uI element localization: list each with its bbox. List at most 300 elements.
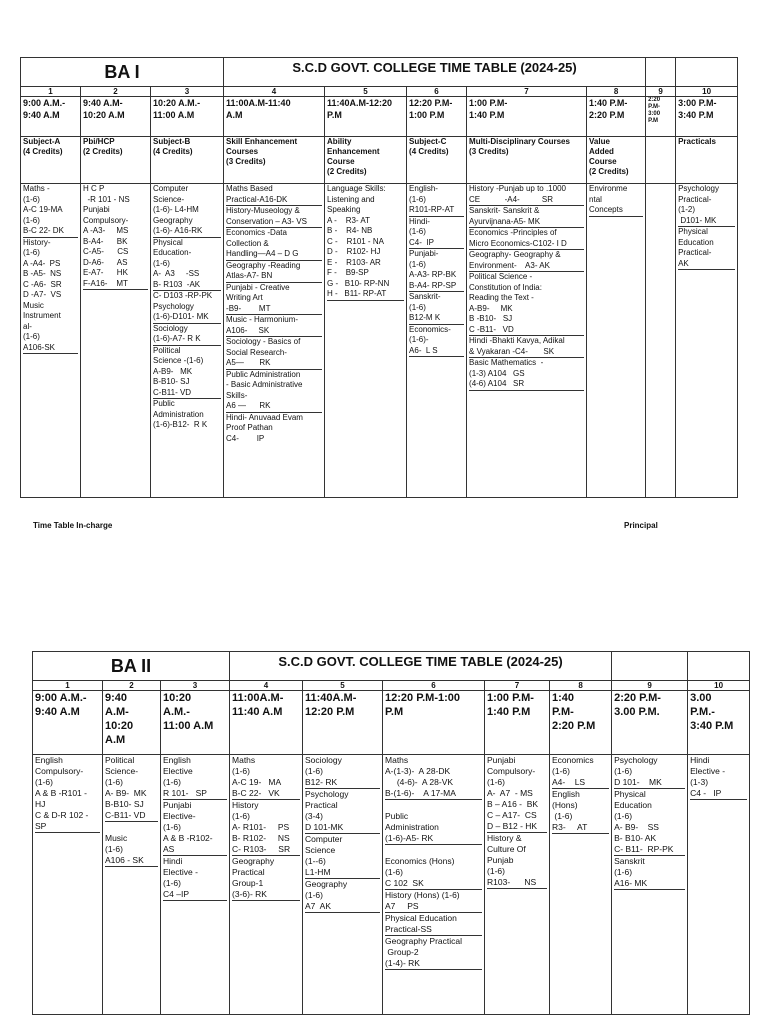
period-time <box>383 691 485 755</box>
schedule-line: (1-6) <box>23 194 40 204</box>
header-line: Courses <box>226 147 259 156</box>
schedule-line: Maths <box>385 755 409 765</box>
schedule-line: History <box>232 800 259 810</box>
schedule-line: E-A7- HK <box>83 268 128 277</box>
time-line: 11:40A.M-12:20 <box>327 98 393 108</box>
schedule-line: Science -(1-6) <box>153 356 204 365</box>
schedule-line: B- R103 -AK <box>153 280 221 292</box>
schedule-line: History -Punjab up to .1000 <box>469 184 566 193</box>
schedule-line: C- R103- SR <box>232 844 300 856</box>
schedule-line: D-A6- AS <box>83 257 128 267</box>
schedule-cell <box>224 184 325 498</box>
schedule-line: (1-6) <box>552 766 570 776</box>
time-line: 9:40 A.M <box>23 110 60 120</box>
header-line: (4 Credits) <box>153 147 193 156</box>
schedule-line: Practical-A16-DK <box>226 195 322 207</box>
time-line: 2:20 P.M <box>589 110 625 120</box>
schedule-line: Practical <box>305 800 338 810</box>
subject-header <box>407 137 467 184</box>
schedule-line: Hindi- <box>409 216 430 226</box>
schedule-line: Geography Practical <box>385 936 463 946</box>
schedule-line: Geography <box>153 215 193 225</box>
schedule-line: B – A16 - BK <box>487 799 539 809</box>
schedule-line: (1-6) <box>305 766 323 776</box>
time-line: P.M- <box>552 706 574 718</box>
schedule-line: R 101- SP <box>163 788 227 800</box>
schedule-line: Micro Economics-C102- I D <box>469 239 584 251</box>
schedule-line: B- B10- AK <box>614 833 657 843</box>
time-line: 11:00 A.M <box>163 720 214 732</box>
schedule-line: Compulsory- <box>83 215 129 225</box>
period-number: 1 <box>33 681 103 691</box>
schedule-line: A7 PS <box>385 901 482 913</box>
schedule-line: History-Museology & <box>226 206 300 215</box>
schedule-line: B - R4- NB <box>327 226 373 235</box>
period-number: 8 <box>550 681 612 691</box>
schedule-line: A-A3- RP-BK <box>409 270 457 279</box>
period-time <box>550 691 612 755</box>
period-time <box>81 97 151 137</box>
schedule-line: Economics <box>552 755 594 765</box>
time-line: 2:20 P.M <box>552 720 596 732</box>
schedule-line: Punjabi <box>83 205 110 214</box>
time-line: 3:00 <box>648 111 661 117</box>
schedule-line: (1-6)-D101- MK <box>153 312 221 324</box>
schedule-line: (1-6) <box>305 890 323 900</box>
schedule-cell <box>485 755 550 1015</box>
schedule-line: Physical <box>614 789 646 799</box>
schedule-line: Handling—A4 – D G <box>226 249 322 261</box>
time-line: 10:20 A.M <box>83 110 125 120</box>
period-number-row <box>21 87 738 97</box>
period-number: 5 <box>325 87 407 97</box>
schedule-line: (1-6) <box>409 302 426 312</box>
schedule-line: C 102 SK <box>385 878 482 890</box>
schedule-line: Language Skills: <box>327 184 386 193</box>
period-number: 2 <box>103 681 161 691</box>
schedule-cell <box>688 755 750 1015</box>
schedule-line: Psychology <box>153 301 194 311</box>
schedule-line: Science- <box>105 766 139 776</box>
schedule-line: Elective <box>163 766 193 776</box>
schedule-line: A-(1-3)- A 28-DK <box>385 766 451 776</box>
schedule-line: (1-6) <box>614 811 633 821</box>
time-line: 2:20 P.M- <box>614 692 661 704</box>
schedule-line: A106- SK <box>226 326 322 338</box>
schedule-line: English <box>35 755 63 765</box>
schedule-line: & Vyakaran -C4- SK <box>469 347 584 359</box>
time-line: 3:00 P.M- <box>678 98 717 108</box>
schedule-line: Science <box>305 845 336 855</box>
schedule-line: Social Research- <box>226 347 287 357</box>
schedule-line: (1-6) <box>163 777 181 787</box>
schedule-line: A7 AK <box>305 901 380 913</box>
schedule-line: Hindi -Bhakti Kavya, Adikal <box>469 336 565 345</box>
period-number: 8 <box>587 87 646 97</box>
schedule-line: al- <box>23 321 32 331</box>
schedule-line: Practical- <box>678 194 712 204</box>
time-line: 1:00 P.M- <box>487 692 534 704</box>
period-number: 7 <box>485 681 550 691</box>
header-line: Skill Enhancement <box>226 137 298 146</box>
time-line: P.M <box>327 110 342 120</box>
schedule-line: Punjabi - Creative <box>226 282 290 292</box>
time-line: 11:00A.M-11:40 <box>226 98 291 108</box>
time-line: 10:20 <box>163 692 192 704</box>
schedule-line: Collection & <box>226 238 269 248</box>
period-time <box>303 691 383 755</box>
schedule-line: Political <box>153 345 181 355</box>
schedule-line: A - R3- AT <box>327 215 371 225</box>
period-number: 9 <box>646 87 676 97</box>
schedule-cell <box>325 184 407 498</box>
blank-cell <box>688 652 750 681</box>
schedule-line: (1-6) <box>385 867 403 877</box>
schedule-cell <box>612 755 688 1015</box>
subject-header <box>467 137 587 184</box>
time-line: 12:20 P.M-1:00 <box>385 692 461 704</box>
schedule-line: Ayurvijnana-A5- MK <box>469 217 584 229</box>
header-line: Subject-A <box>23 137 61 146</box>
schedule-line: (1-2) <box>678 205 695 214</box>
schedule-line: (1-6) <box>552 811 573 821</box>
schedule-cell <box>21 184 81 498</box>
schedule-line: (3-4) <box>305 811 323 821</box>
schedule-cell <box>230 755 303 1015</box>
header-line: Subject-C <box>409 137 447 146</box>
schedule-line: Sanskrit <box>614 856 645 866</box>
time-line: 12:20 P.M <box>305 706 355 718</box>
schedule-cell <box>303 755 383 1015</box>
schedule-line: (1-6)-A5- RK <box>385 833 482 845</box>
schedule-line: (1-4)- RK <box>385 958 482 970</box>
schedule-line: A106-SK <box>23 343 78 355</box>
schedule-line: Psychology <box>614 755 658 765</box>
schedule-line: D101- MK <box>678 216 735 228</box>
period-number: 6 <box>407 87 467 97</box>
schedule-cell <box>103 755 161 1015</box>
header-line: Multi-Disciplinary Courses <box>469 137 570 146</box>
schedule-line: - Basic Administrative <box>226 380 303 389</box>
schedule-line: Computer <box>305 834 343 844</box>
period-time <box>485 691 550 755</box>
schedule-line: A- B9- MK <box>105 788 147 798</box>
schedule-line: Speaking <box>327 205 361 214</box>
schedule-line: (1-6)- A16-RK <box>153 226 221 238</box>
schedule-line: Economics -Principles of <box>469 228 557 237</box>
schedule-line: (1-6) <box>614 766 633 776</box>
time-line: 9:00 A.M.- <box>23 98 66 108</box>
time-line: 1:40 P.M <box>469 110 505 120</box>
schedule-line: B-A4- BK <box>83 236 128 246</box>
time-line: 2:20 <box>648 97 661 103</box>
schedule-line: R3- AT <box>552 822 609 834</box>
period-number: 9 <box>612 681 688 691</box>
schedule-line: Compulsory- <box>35 766 84 776</box>
schedule-line: English- <box>409 184 438 193</box>
header-line: Ability <box>327 137 352 146</box>
schedule-line: Geography <box>232 856 275 866</box>
schedule-line: D 101-MK <box>305 822 380 834</box>
schedule-line: Hindi <box>690 755 710 765</box>
schedule-line: Music - Harmonium- <box>226 315 299 324</box>
schedule-line: D 101- MK <box>614 777 685 789</box>
time-line: 10:20 A.M.- <box>153 98 201 108</box>
schedule-line: (1-6) <box>409 194 426 204</box>
schedule-cell <box>383 755 485 1015</box>
schedule-line: E - R103- AR <box>327 257 381 267</box>
period-number: 2 <box>81 87 151 97</box>
ba1-timetable <box>20 57 738 498</box>
schedule-line: Maths Based <box>226 184 273 193</box>
schedule-line: C4- IP <box>409 238 464 250</box>
subject-header <box>21 137 81 184</box>
schedule-line: Music <box>105 833 128 843</box>
schedule-line: A & B -R102- <box>163 833 213 843</box>
schedule-line: Music <box>23 300 44 310</box>
schedule-line: Compulsory- <box>487 766 536 776</box>
schedule-line: D -A7- VS <box>23 290 62 299</box>
subject-header <box>224 137 325 184</box>
schedule-line: Public Administration <box>226 369 301 379</box>
period-number: 4 <box>230 681 303 691</box>
schedule-line: Psychology <box>678 184 720 193</box>
schedule-line: B-B10- SJ <box>105 799 144 809</box>
schedule-line: A-C 19-MA <box>23 205 63 214</box>
schedule-line: C-B11- VD <box>105 810 158 822</box>
schedule-line: (1-6) <box>35 777 53 787</box>
time-line: 1:40 P.M- <box>589 98 628 108</box>
schedule-line: Sanskrit- <box>409 292 441 301</box>
schedule-line: H C P <box>83 184 105 193</box>
schedule-line: Administration <box>385 822 439 832</box>
schedule-line: A-B9- MK <box>469 303 513 313</box>
time-line: 11:40A.M- <box>305 692 357 704</box>
schedule-line: History (Hons) (1-6) <box>385 890 460 900</box>
time-line: 1:00 P.M <box>409 110 445 120</box>
schedule-line: (Hons) <box>552 800 578 810</box>
schedule-line: Education- <box>153 248 192 257</box>
time-row <box>21 97 738 137</box>
schedule-cell <box>151 184 224 498</box>
schedule-line: A-B9- MK <box>153 366 193 376</box>
schedule-line: A- A3 -SS <box>153 269 200 278</box>
schedule-line: Sanskrit- Sanskrit & <box>469 206 540 215</box>
schedule-line: (1-6) <box>487 866 505 876</box>
header-line: Pbi/HCP <box>83 137 115 146</box>
schedule-line: C4 - IP <box>690 788 747 800</box>
time-line: P.M.- <box>690 706 715 718</box>
schedule-cell <box>467 184 587 498</box>
schedule-line: Group-2 <box>385 947 419 957</box>
schedule-cell <box>550 755 612 1015</box>
period-number: 6 <box>383 681 485 691</box>
time-line: 9:00 A.M.- <box>35 692 87 704</box>
period-time <box>587 97 646 137</box>
schedule-cell <box>81 184 151 498</box>
schedule-cell <box>646 184 676 498</box>
schedule-line: Geography <box>305 879 348 889</box>
blank-cell <box>646 58 676 87</box>
schedule-line: Maths - <box>23 184 50 193</box>
schedule-line: C -A6- SR <box>23 279 62 289</box>
period-time <box>151 97 224 137</box>
schedule-line: Psychology <box>305 789 349 799</box>
schedule-line: R103- NS <box>487 877 547 889</box>
schedule-line: (3-6)- RK <box>232 889 300 901</box>
schedule-line: AK <box>678 259 735 271</box>
schedule-line: Geography- Geography & <box>469 250 561 259</box>
schedule-line: Public <box>153 399 175 408</box>
schedule-line: C- D103 -RP-PK <box>153 291 213 300</box>
schedule-line: Concepts <box>589 205 643 217</box>
subject-header <box>151 137 224 184</box>
schedule-line: -R 101 - NS <box>83 194 130 204</box>
schedule-line: Sociology <box>305 755 342 765</box>
schedule-line: C- B11- RP-PK <box>614 844 685 856</box>
period-time <box>467 97 587 137</box>
schedule-line: CE -A4- SR <box>469 195 584 207</box>
header-line: Value <box>589 137 610 146</box>
schedule-line: (4-6) A104 SR <box>469 379 584 391</box>
schedule-line: C-A5- CS <box>83 247 129 256</box>
schedule-line: Sociology <box>153 323 188 333</box>
schedule-line: (1-6) <box>153 258 170 268</box>
schedule-line: Hindi <box>163 856 183 866</box>
schedule-line: Maths <box>232 755 256 765</box>
schedule-cell <box>161 755 230 1015</box>
schedule-line: B12-M K <box>409 313 464 325</box>
schedule-line: A6 — RK <box>226 401 322 413</box>
schedule-line: H - B11- RP-AT <box>327 289 404 301</box>
period-time <box>612 691 688 755</box>
schedule-line: C4 –IP <box>163 889 227 901</box>
schedule-line: Geography -Reading <box>226 260 301 270</box>
schedule-row <box>21 184 738 498</box>
schedule-line: (1-3) <box>690 777 709 787</box>
time-line: A.M <box>105 734 126 746</box>
schedule-line: B-C 22- DK <box>23 226 78 238</box>
schedule-line: B -A5- NS <box>23 269 62 278</box>
schedule-line <box>385 845 482 856</box>
schedule-line: Physical <box>678 227 708 236</box>
schedule-line: SP <box>35 821 100 833</box>
schedule-line: Economics -Data <box>226 228 287 237</box>
schedule-line: English <box>163 755 191 765</box>
schedule-line: Punjabi- <box>409 249 439 258</box>
schedule-line: A- R101- PS <box>232 822 290 832</box>
subject-header <box>646 137 676 184</box>
schedule-line: Sociology - Basics of <box>226 337 301 346</box>
subject-header <box>587 137 646 184</box>
schedule-line: History & <box>487 833 522 843</box>
schedule-line: A6- L S <box>409 346 464 358</box>
header-line: Practicals <box>678 137 716 146</box>
class-label: BA II <box>33 652 230 681</box>
schedule-line: F-A16- MT <box>83 279 148 291</box>
period-time <box>407 97 467 137</box>
header-line: (4 Credits) <box>409 147 449 156</box>
schedule-line: Basic Mathematics - <box>469 358 544 367</box>
period-number: 4 <box>224 87 325 97</box>
schedule-row <box>33 755 750 1015</box>
schedule-line: English <box>552 789 580 799</box>
schedule-line: A5— RK <box>226 358 322 370</box>
time-row <box>33 691 750 755</box>
header-line: (4 Credits) <box>23 147 63 156</box>
schedule-cell <box>676 184 738 498</box>
schedule-line: C – A17- CS <box>487 810 537 820</box>
period-number: 3 <box>161 681 230 691</box>
schedule-line: (1-6) <box>487 777 505 787</box>
schedule-line: Listening and <box>327 194 375 204</box>
schedule-line <box>385 800 482 811</box>
schedule-line: Political <box>105 755 135 765</box>
schedule-line: Punjab <box>487 855 514 865</box>
schedule-line: B- R102- NS <box>232 833 290 843</box>
time-line: 3:40 P.M <box>678 110 714 120</box>
schedule-line: AS <box>163 844 227 856</box>
period-time <box>230 691 303 755</box>
schedule-line: Writing Art <box>226 293 263 302</box>
schedule-line: (1-6) <box>23 248 40 257</box>
schedule-line: (4-6)- A 28-VK <box>385 777 454 787</box>
time-line: A.M.- <box>163 706 190 718</box>
schedule-line: B12- RK <box>305 777 380 789</box>
time-line: 1:40 <box>552 692 575 704</box>
schedule-line: A16- MK <box>614 878 685 890</box>
schedule-line: Economics- <box>409 324 451 334</box>
period-time <box>676 97 738 137</box>
schedule-line: Science- <box>153 194 185 204</box>
header-line: (2 Credits) <box>589 167 629 176</box>
schedule-line: A -A3- MS <box>83 226 129 235</box>
period-number: 3 <box>151 87 224 97</box>
schedule-line: A4- LS <box>552 777 609 789</box>
schedule-cell <box>33 755 103 1015</box>
schedule-line: (1-6) <box>232 811 250 821</box>
time-line: 11:00A.M- <box>232 692 284 704</box>
schedule-line: Skills- <box>226 390 248 400</box>
schedule-line: F - B9-SP <box>327 268 369 277</box>
schedule-line: Elective - <box>690 766 726 776</box>
schedule-line: Reading the Text - <box>469 293 534 302</box>
schedule-line: (1-6) <box>614 867 633 877</box>
schedule-line: Practical <box>232 867 265 877</box>
period-time <box>325 97 407 137</box>
schedule-line: (1-6) <box>163 822 181 832</box>
subject-header-row <box>21 137 738 184</box>
schedule-line: Proof Pathan <box>226 423 273 432</box>
period-time <box>21 97 81 137</box>
time-line: P.M <box>385 706 404 718</box>
time-line: 3.00 P.M. <box>614 706 660 718</box>
schedule-line: HJ <box>35 799 46 809</box>
schedule-line: C - R101 - NA <box>327 236 384 246</box>
subject-header <box>81 137 151 184</box>
schedule-line: Elective- <box>163 811 196 821</box>
period-time <box>33 691 103 755</box>
period-time <box>103 691 161 755</box>
schedule-line: Practical- <box>678 248 712 257</box>
schedule-line: (1-6) <box>105 844 123 854</box>
schedule-line: Administration <box>153 409 204 419</box>
schedule-line: Punjabi <box>163 800 192 810</box>
period-number-row <box>33 681 750 691</box>
schedule-line: A106 - SK <box>105 855 158 867</box>
schedule-line: Education <box>678 237 714 247</box>
schedule-line: Constitution of India: <box>469 282 542 292</box>
